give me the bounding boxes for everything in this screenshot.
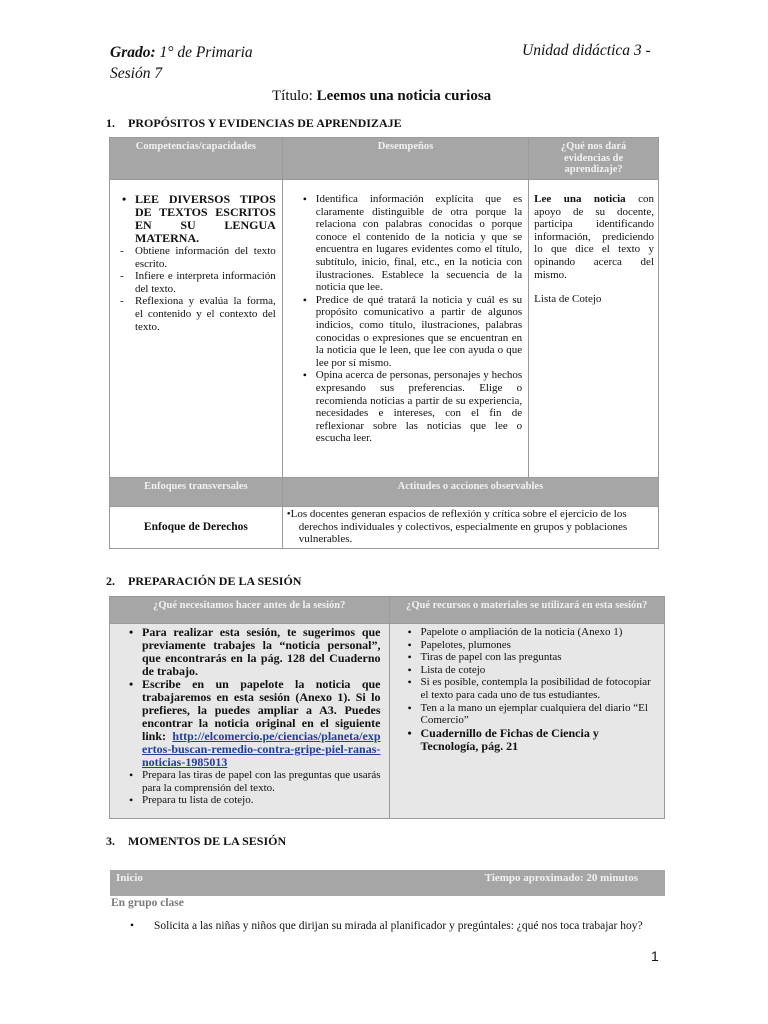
page-number: 1 bbox=[651, 948, 659, 964]
before-item: • Prepara tu lista de cotejo. bbox=[142, 794, 381, 807]
competencies-cell bbox=[110, 180, 283, 478]
attitude-cell: •Los docentes generan espacios de reflexión y crítica sobre el ejercicio de los derechos individuales y colectivos, especialmente en grupos y poblaciones vulnerables. bbox=[282, 507, 658, 549]
before-item: • Para realizar esta sesión, te sugerimos que previamente trabajes la “noticia personal”, que encontrarás en la pág. 128 del Cuaderno de trabajo. bbox=[142, 626, 381, 678]
start-bar bbox=[110, 870, 665, 896]
document-header-left bbox=[110, 42, 253, 84]
performances-cell bbox=[282, 180, 528, 478]
approach-name: Enfoque de Derechos bbox=[110, 507, 283, 549]
column-header-attitudes: Actitudes o acciones observables bbox=[282, 478, 658, 507]
column-header-resources: ¿Qué recursos o materiales se utilizará en esta sesión? bbox=[389, 597, 665, 624]
title-label: Título: bbox=[272, 88, 313, 104]
before-session-cell bbox=[110, 624, 390, 819]
session-title bbox=[272, 88, 491, 105]
capacity-item: - Infiere e interpreta información del texto. bbox=[135, 270, 276, 295]
resource-item: • Tiras de papel con las preguntas bbox=[421, 651, 655, 664]
column-header-before: ¿Qué necesitamos hacer antes de la sesión? bbox=[110, 597, 390, 624]
resources-cell bbox=[389, 624, 665, 819]
resource-item: • Papelote o ampliación de la noticia (Anexo 1) bbox=[421, 626, 655, 639]
group-label: En grupo clase bbox=[111, 897, 184, 909]
resource-item: • Ten a la mano un ejemplar cualquiera del diario “El Comercio” bbox=[421, 702, 655, 727]
column-header-competencies: Competencias/capacidades bbox=[110, 138, 283, 180]
start-label: Inicio bbox=[116, 872, 143, 884]
before-item: • Escribe en un papelote la noticia que trabajaremos en esta sesión (Anexo 1). Si lo prefieres, la puedes ampliar a A3. Puedes encontrar la noticia original en el siguiente link: http://elcomercio.pe/ciencias/planeta/expertos-buscan-remedio-contra-gripe-piel-ranas-noticias-1985013 bbox=[142, 678, 381, 769]
resource-item: • Lista de cotejo bbox=[421, 664, 655, 677]
time-estimate: Tiempo aproximado: 20 minutos bbox=[484, 872, 638, 884]
capacity-item: - Reflexiona y evalúa la forma, el contenido y el contexto del texto. bbox=[135, 295, 276, 333]
evidence-cell bbox=[529, 180, 659, 478]
purposes-table bbox=[109, 137, 659, 549]
unit-label: Unidad didáctica 3 - bbox=[522, 42, 651, 59]
column-header-performances: Desempeños bbox=[282, 138, 528, 180]
title-value: Leemos una noticia curiosa bbox=[316, 88, 492, 104]
performance-item: • Identifica información explícita que es claramente distinguible de otra porque la relaciona con palabras conocidas o porque conoce el contenido de la noticia y que se encuentra en lugares evidentes como el título, subtítulo, inicio, final, etc., en la noticia con ilustraciones. Establece la secuencia de la noticia que lee. bbox=[316, 193, 522, 294]
section-3-heading: 3. MOMENTOS DE LA SESIÓN bbox=[106, 834, 287, 848]
column-header-approaches: Enfoques transversales bbox=[110, 478, 283, 507]
preparation-table bbox=[109, 596, 665, 819]
performance-item: • Opina acerca de personas, personajes y hechos expresando sus preferencias. Elige o recomienda noticias a partir de su experiencia, necesidades e intereses, con el fin de reflexionar sobre las noticias que lee o escucha leer. bbox=[316, 369, 522, 445]
before-item: • Prepara las tiras de papel con las preguntas que usarás para la comprensión del texto. bbox=[142, 769, 381, 794]
grade-value: 1° de Primaria bbox=[159, 44, 253, 61]
evidence-tool: Lista de Cotejo bbox=[534, 293, 602, 306]
resource-item-bold: • Cuadernillo de Fichas de Ciencia y Tecnología, pág. 21 bbox=[421, 727, 655, 753]
resource-item: • Papelotes, plumones bbox=[421, 639, 655, 652]
session-label: Sesión 7 bbox=[110, 65, 163, 82]
evidence-bold: Lee una noticia bbox=[534, 193, 626, 205]
grade-label: Grado: bbox=[110, 44, 156, 61]
resource-item: • Si es posible, contempla la posibilidad de fotocopiar el texto para cada uno de tus estudiantes. bbox=[421, 676, 655, 701]
section-1-heading: 1. PROPÓSITOS Y EVIDENCIAS DE APRENDIZAJE bbox=[106, 116, 402, 130]
attitude-text: Los docentes generan espacios de reflexión y crítica sobre el ejercicio de los derechos individuales y colectivos, especialmente en grupos y poblaciones vulnerables. bbox=[290, 508, 628, 546]
section-2-heading: 2. PREPARACIÓN DE LA SESIÓN bbox=[106, 574, 302, 588]
performance-item: • Predice de qué tratará la noticia y cuál es su propósito comunicativo a partir de algunos indicios, como título, ilustraciones, palabras conocidas o expresiones que se encuentran en la noticia que le leen, que lee con ayuda o que lee por sí mismo. bbox=[316, 294, 522, 370]
capacity-item: - Obtiene información del texto escrito. bbox=[135, 245, 276, 270]
column-header-evidence: ¿Qué nos dará evidencias de aprendizaje? bbox=[529, 138, 659, 180]
news-link[interactable]: http://elcomercio.pe/ciencias/planeta/expertos-buscan-remedio-contra-gripe-piel-ranas-noticias-1985013 bbox=[142, 729, 381, 769]
competency-text: • LEE DIVERSOS TIPOS DE TEXTOS ESCRITOS EN SU LENGUA MATERNA. bbox=[135, 193, 276, 245]
evidence-text: con apoyo de su docente, participa identificando información, prediciendo lo que dice el texto y opinando acerca del mismo. bbox=[534, 193, 654, 281]
